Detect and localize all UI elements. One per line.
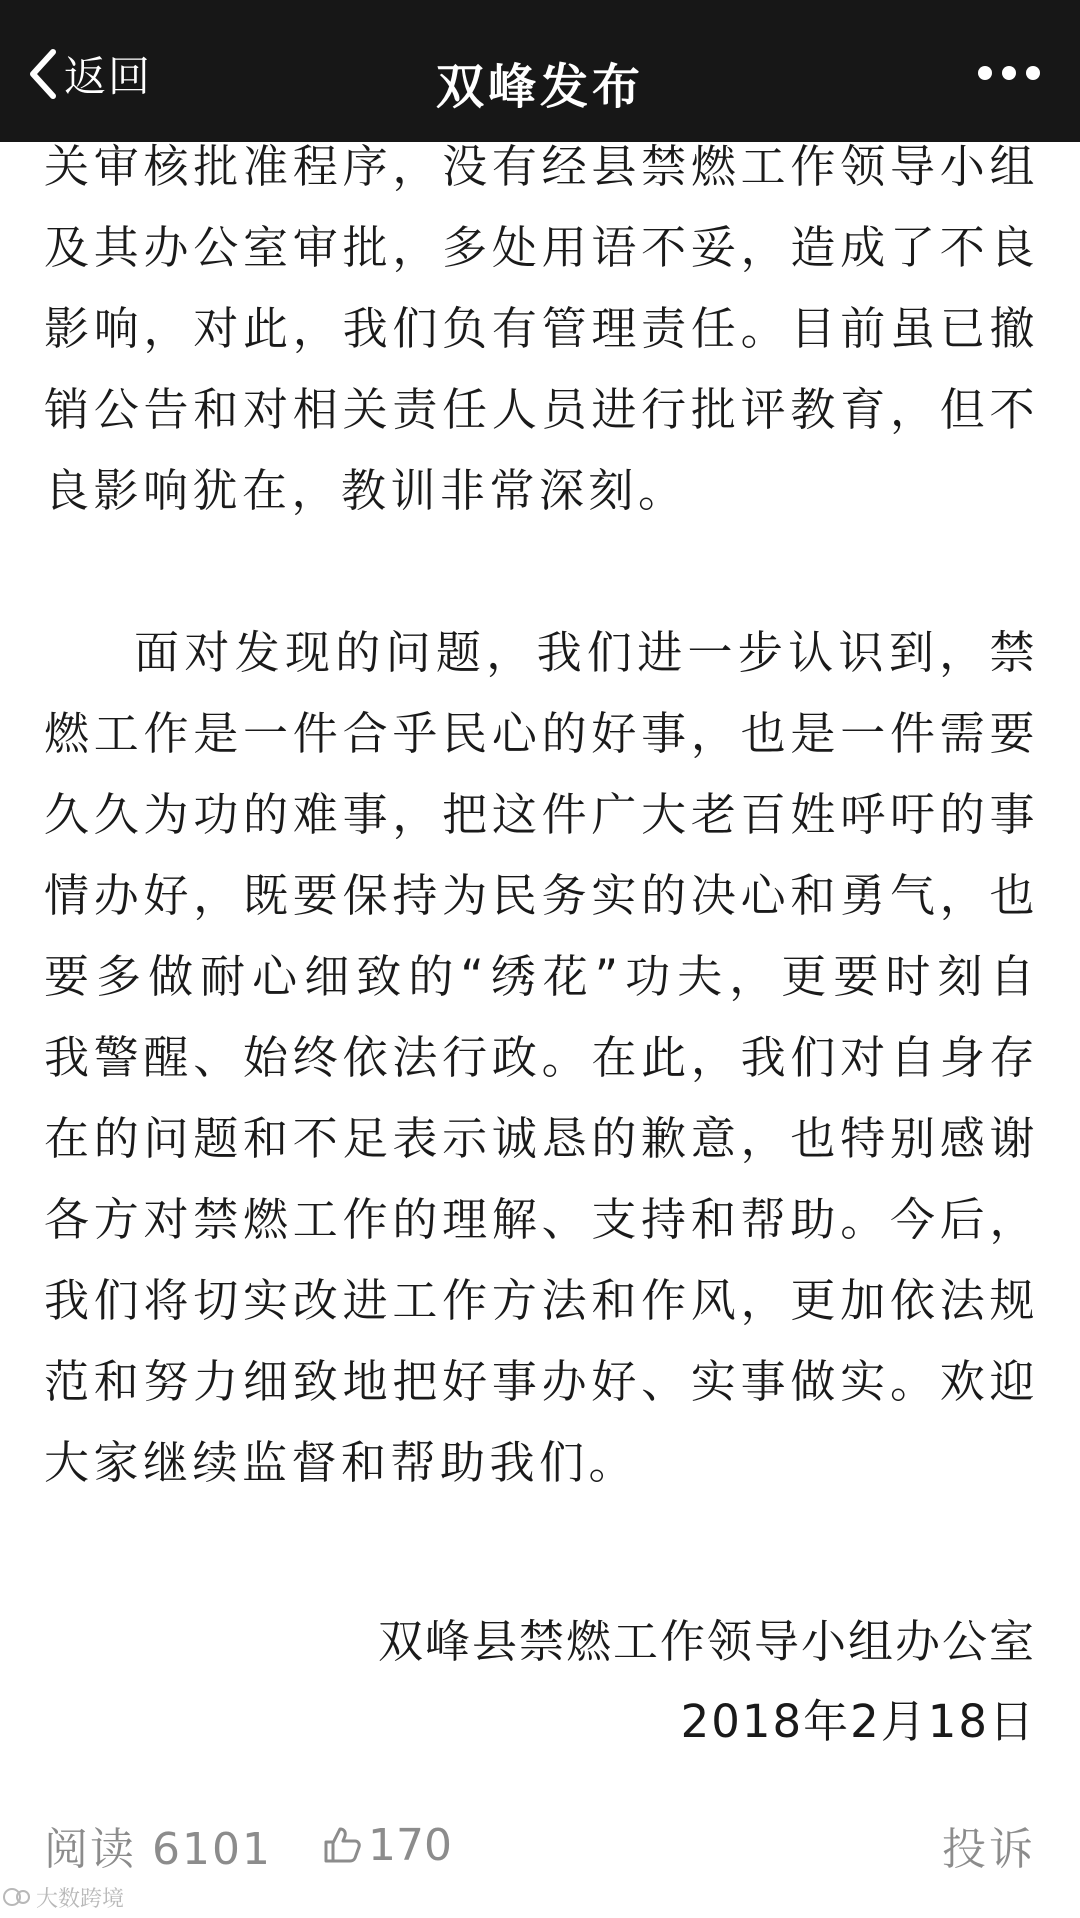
ellipsis-icon-dot [1026,66,1040,80]
ellipsis-icon-dot [1002,66,1016,80]
article-paragraph: 关审核批准程序，没有经县禁燃工作领导小组及其办公室审批，多处用语不妥，造成了不良影响，对此，我们负有管理责任。目前虽已撤销公告和对相关责任人员进行批评教育，但不良影响犹在，教训非常深刻。 [44,140,1039,517]
back-label: 返回 [64,52,153,101]
ellipsis-icon-dot [978,66,992,80]
watermark-text: 大数跨境 [36,1886,125,1912]
more-options-button[interactable] [978,66,1040,80]
article-footer [44,1810,1036,1880]
like-button[interactable] [322,1820,452,1871]
thumbs-up-icon [322,1825,362,1865]
read-count: 阅读 6101 [44,1824,272,1875]
report-link[interactable]: 投诉 [942,1824,1036,1875]
article-signoff [378,1602,1036,1762]
watermark [2,1880,124,1914]
top-navigation-bar [0,0,1080,142]
signature-text: 双峰县禁燃工作领导小组办公室 [377,1615,1036,1668]
page-title: 双峰发布 [435,59,644,115]
article-body [44,126,1039,1503]
like-count: 170 [367,1819,452,1871]
publish-date: 2018年2月18日 [680,1695,1036,1748]
article-paragraph: 面对发现的问题，我们进一步认识到，禁燃工作是一件合乎民心的好事，也是一件需要久久为功的难事，把这件广大老百姓呼吁的事情办好，既要保持为民务实的决心和勇气，也要多做耐心细致的“绣花”功夫，更要时刻自我警醒、始终依法行政。在此，我们对自身存在的问题和不足表示诚恳的歉意，也特别感谢各方对禁燃工作的理解、支持和帮助。今后，我们将切实改进工作方法和作风，更加依法规范和努力细致地把好事办好、实事做实。欢迎大家继续监督和帮助我们。 [44,626,1039,1489]
watermark-logo-icon [2,1884,32,1910]
